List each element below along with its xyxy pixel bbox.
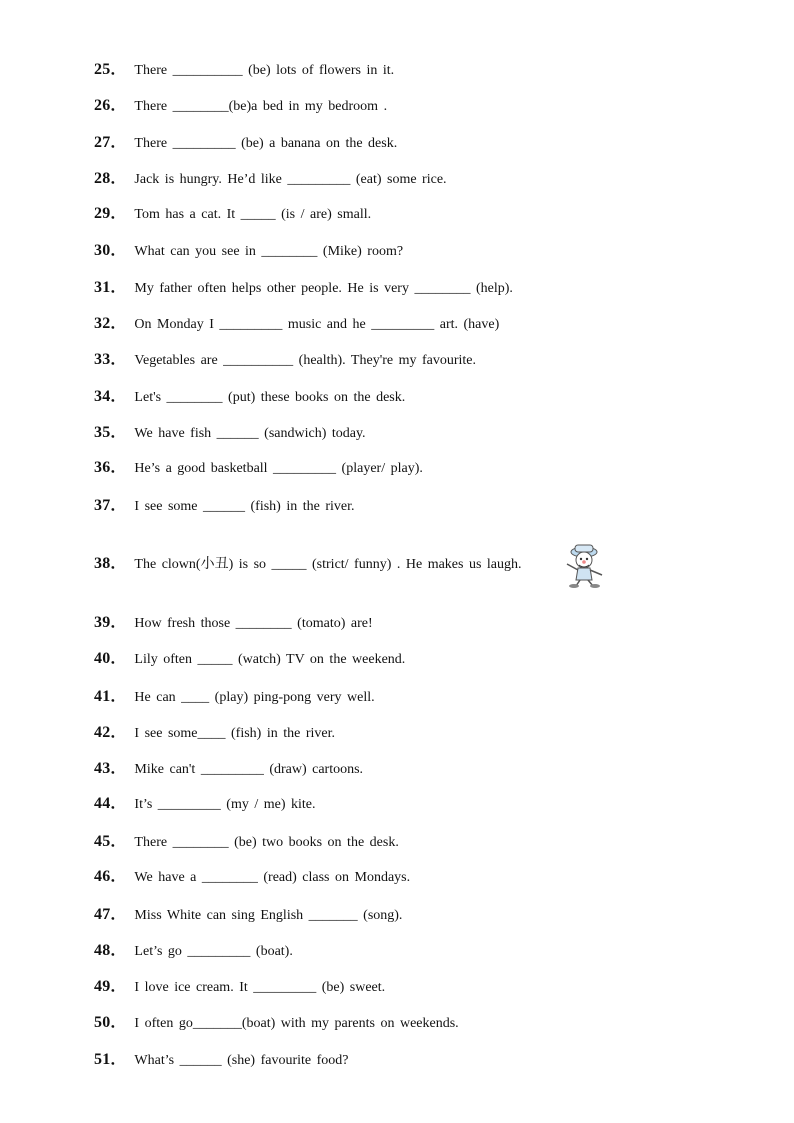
- question-text: Jack is hungry. He’d like _________ (eat) some rice.: [134, 172, 447, 187]
- question-number: 46: [94, 868, 111, 885]
- question-number: 27: [94, 134, 111, 151]
- question-39: 39 ． How fresh those ________ (tomato) are!: [94, 614, 373, 631]
- question-text: My father often helps other people. He is very ________ (help).: [134, 281, 513, 296]
- question-31: 31 ． My father often helps other people. He is very ________ (help).: [94, 279, 513, 296]
- question-text: What can you see in ________ (Mike) room?: [134, 244, 404, 259]
- question-45: 45 ． There ________ (be) two books on the desk.: [94, 833, 399, 850]
- question-text: I see some ______ (fish) in the river.: [134, 499, 355, 514]
- question-33: 33 ． Vegetables are __________ (health). They're my favourite.: [94, 351, 477, 368]
- question-text: On Monday I _________ music and he _________ art. (have): [134, 317, 500, 332]
- question-number: 29: [94, 205, 111, 222]
- question-number: 30: [94, 242, 111, 259]
- question-number: 47: [94, 906, 111, 923]
- question-text: How fresh those ________ (tomato) are!: [134, 616, 373, 631]
- question-number: 48: [94, 942, 111, 959]
- question-text: He can ____ (play) ping-pong very well.: [134, 690, 375, 705]
- question-44: 44 ． It’s _________ (my / me) kite.: [94, 795, 316, 812]
- question-number: 25: [94, 61, 111, 78]
- question-text: I love ice cream. It _________ (be) sweet.: [134, 980, 386, 995]
- question-36: 36 ． He’s a good basketball _________ (player/ play).: [94, 459, 423, 476]
- question-30: 30 ． What can you see in ________ (Mike) room?: [94, 242, 404, 259]
- question-37: 37 ． I see some ______ (fish) in the river.: [94, 497, 355, 514]
- question-text: Let’s go _________ (boat).: [134, 944, 293, 959]
- question-number: 31: [94, 279, 111, 296]
- question-number: 32: [94, 315, 111, 332]
- question-number: 33: [94, 351, 111, 368]
- question-43: 43 ． Mike can't _________ (draw) cartoons.: [94, 760, 364, 777]
- question-number: 34: [94, 388, 111, 405]
- question-number: 35: [94, 424, 111, 441]
- question-48: 48 ． Let’s go _________ (boat).: [94, 942, 293, 959]
- question-51: 51 ． What’s ______ (she) favourite food?: [94, 1051, 349, 1068]
- question-text: The clown(小丑) is so _____ (strict/ funny) . He makes us laugh.: [134, 557, 522, 572]
- question-35: 35 ． We have fish ______ (sandwich) today.: [94, 424, 366, 441]
- question-number: 28: [94, 170, 111, 187]
- question-text: It’s _________ (my / me) kite.: [134, 797, 316, 812]
- question-32: 32 ． On Monday I _________ music and he _________ art. (have): [94, 315, 500, 332]
- question-text: He’s a good basketball _________ (player/ play).: [134, 461, 423, 476]
- question-number: 41: [94, 688, 111, 705]
- question-28: 28 ． Jack is hungry. He’d like _________ (eat) some rice.: [94, 170, 447, 187]
- question-number: 40: [94, 650, 111, 667]
- question-number: 44: [94, 795, 111, 812]
- question-50: 50 ． I often go_______(boat) with my parents on weekends.: [94, 1014, 459, 1031]
- question-text: Let's ________ (put) these books on the desk.: [134, 390, 406, 405]
- question-text: There ________(be)a bed in my bedroom .: [134, 99, 388, 114]
- question-34: 34 ． Let's ________ (put) these books on the desk.: [94, 388, 406, 405]
- question-text: Mike can't _________ (draw) cartoons.: [134, 762, 364, 777]
- question-text: We have a ________ (read) class on Mondays.: [134, 870, 411, 885]
- question-number: 49: [94, 978, 111, 995]
- question-text: Miss White can sing English _______ (song).: [134, 908, 403, 923]
- question-text: There __________ (be) lots of flowers in it.: [134, 63, 395, 78]
- question-text: Tom has a cat. It _____ (is / are) small.: [134, 207, 372, 222]
- question-40: 40 ． Lily often _____ (watch) TV on the weekend.: [94, 650, 406, 667]
- question-text: Vegetables are __________ (health). They're my favourite.: [134, 353, 477, 368]
- question-number: 42: [94, 724, 111, 741]
- question-number: 38: [94, 555, 111, 572]
- question-47: 47 ． Miss White can sing English _______ (song).: [94, 906, 403, 923]
- question-46: 46 ． We have a ________ (read) class on Mondays.: [94, 868, 411, 885]
- question-38: 38 ． The clown(小丑) is so _____ (strict/ funny) . He makes us laugh.: [94, 555, 522, 572]
- question-text: I see some____ (fish) in the river.: [134, 726, 335, 741]
- question-27: 27 ． There _________ (be) a banana on the desk.: [94, 134, 398, 151]
- question-25: 25 ． There __________ (be) lots of flowers in it.: [94, 61, 395, 78]
- question-42: 42 ． I see some____ (fish) in the river.: [94, 724, 335, 741]
- question-41: 41 ． He can ____ (play) ping-pong very well.: [94, 688, 375, 705]
- question-text: Lily often _____ (watch) TV on the weekend.: [134, 652, 406, 667]
- question-number: 39: [94, 614, 111, 631]
- question-text: We have fish ______ (sandwich) today.: [134, 426, 366, 441]
- question-26: 26 ． There ________(be)a bed in my bedroom .: [94, 97, 388, 114]
- question-number: 26: [94, 97, 111, 114]
- question-49: 49 ． I love ice cream. It _________ (be) sweet.: [94, 978, 386, 995]
- question-number: 51: [94, 1051, 111, 1068]
- question-29: 29 ． Tom has a cat. It _____ (is / are) small.: [94, 205, 372, 222]
- question-number: 37: [94, 497, 111, 514]
- question-number: 36: [94, 459, 111, 476]
- question-text: There ________ (be) two books on the desk.: [134, 835, 399, 850]
- question-number: 43: [94, 760, 111, 777]
- question-number: 50: [94, 1014, 111, 1031]
- question-text: There _________ (be) a banana on the desk.: [134, 136, 398, 151]
- question-text: I often go_______(boat) with my parents on weekends.: [134, 1016, 459, 1031]
- question-text: What’s ______ (she) favourite food?: [134, 1053, 349, 1068]
- clown-icon: [558, 540, 610, 588]
- question-number: 45: [94, 833, 111, 850]
